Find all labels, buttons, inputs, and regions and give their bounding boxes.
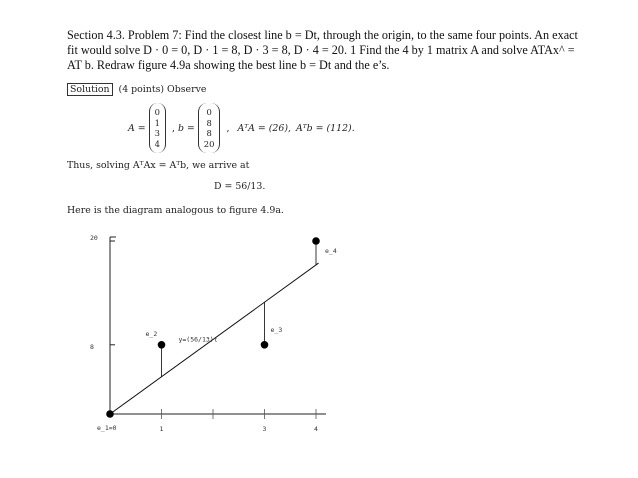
b-entry: 0 [206,107,212,117]
ata-equation: AᵀA = (26), [237,122,291,134]
x-tick-label: 4 [314,425,318,433]
data-point [261,341,269,349]
data-point [106,410,114,418]
problem-statement: Section 4.3. Problem 7: Find the closest line b = Dt, through the origin, to the same four points. An exact fit would solve D · 0 = 0, D · 1 = 8, D · 3 = 8, D · 4 = 20. 1 Find the 4 by 1 matrix A and solve ATAx^ = AT b. Redraw figure 4.9a showing the best line b = Dt and the e’s. [67,28,578,72]
fit-line-group [110,263,319,414]
b-entry: 20 [203,138,215,149]
result-equation: D = 56/13. [214,181,266,192]
a-entry: 1 [154,117,160,128]
comma: , [171,122,175,134]
axes [110,237,326,414]
solving-text: Thus, solving AᵀAx = Aᵀb, we arrive at [67,160,250,171]
b-label: b = [177,122,195,134]
b-entry: 8 [206,128,212,138]
x-tick-label: 1 [159,425,164,433]
point-label: e_1=0 [97,424,117,432]
a-label: A = [128,122,146,134]
point-label: e_3 [270,325,283,334]
data-point [158,341,166,349]
solution-intro-text: (4 points) Observe [118,84,207,95]
solution-label: Solution [67,83,113,96]
data-point [312,237,320,245]
data-points [106,237,320,418]
b-entry: 8 [206,117,212,128]
atb-equation: Aᵀb = (112). [295,122,355,134]
x-tick-label: 3 [262,425,267,433]
fit-line-label: y=(56/13)t [178,335,218,344]
point-label: e_2 [145,329,158,338]
a-entry: 3 [154,128,160,138]
error-segments [162,241,317,377]
point-label: e_4 [325,247,337,255]
y-tick-label: 20 [90,234,98,242]
diagram-intro: Here is the diagram analogous to figure 4.9a. [67,205,284,216]
comma: , [226,122,230,134]
y-tick-label: 8 [90,342,94,351]
a-entry: 0 [154,107,160,117]
a-entry: 4 [154,138,160,149]
